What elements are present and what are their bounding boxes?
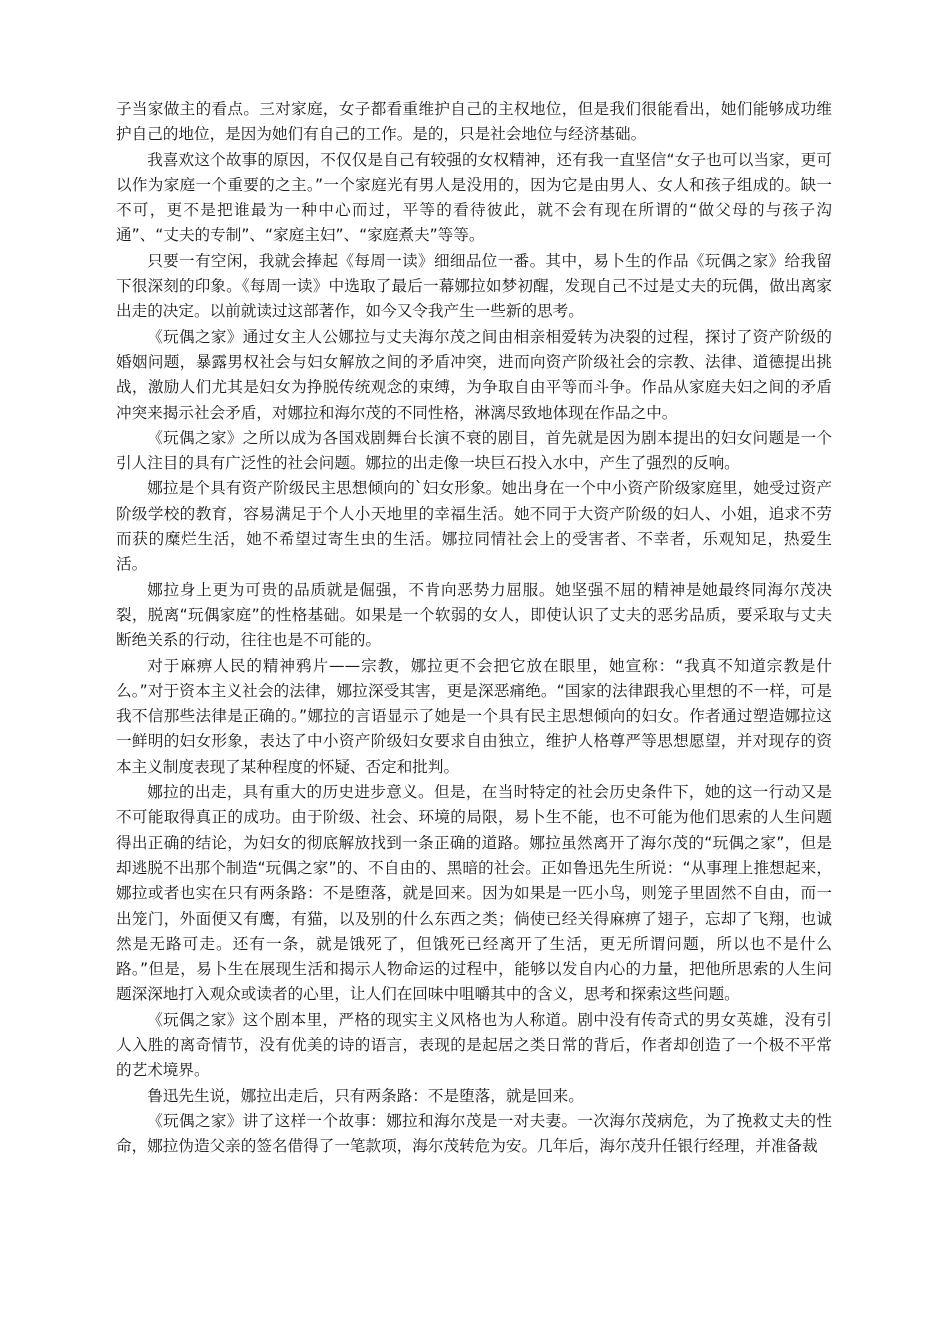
paragraph: 我喜欢这个故事的原因，不仅仅是自己有较强的女权精神，还有我一直坚信“女子也可以当家，更可以作为家庭一个重要的之主。”一个家庭光有男人是没用的，因为它是由男人、女人和孩子组成的。缺一不可，更不是把谁最为一种中心而过，平等的看待彼此，就不会有现在所谓的“做父母的与孩子沟通”、“丈夫的专制”、“家庭主妇”、“家庭煮夫”等等。 [116, 150, 832, 245]
paragraph: 只要一有空闲，我就会捧起《每周一读》细细品位一番。其中，易卜生的作品《玩偶之家》给我留下很深刻的印象。《每周一读》中选取了最后一幕娜拉如梦初醒，发现自己不过是丈夫的玩偶，做出离家出走的决定。以前就读过这部著作，如今又令我产生一些新的思考。 [116, 251, 832, 321]
paragraph: 鲁迅先生说，娜拉出走后，只有两条路：不是堕落，就是回来。 [147, 1086, 584, 1105]
paragraph: 《玩偶之家》这个剧本里，严格的现实主义风格也为人称道。剧中没有传奇式的男女英雄，没有引人入胜的离奇情节，没有优美的诗的语言，表现的是起居之类日常的背后，作者却创造了一个极不平常的艺术境界。 [116, 1010, 832, 1080]
paragraph: 《玩偶之家》讲了这样一个故事：娜拉和海尔茂是一对夫妻。一次海尔茂病危，为了挽救丈夫的性命，娜拉伪造父亲的签名借得了一笔款项，海尔茂转危为安。几年后，海尔茂升任银行经理，并准备裁 [116, 1111, 832, 1156]
paragraph: 《玩偶之家》通过女主人公娜拉与丈夫海尔茂之间由相亲相爱转为决裂的过程，探讨了资产阶级的婚姻问题，暴露男权社会与妇女解放之间的矛盾冲突，进而向资产阶级社会的宗教、法律、道德提出挑战，激励人们尤其是妇女为挣脱传统观念的束缚，为争取自由平等而斗争。作品从家庭夫妇之间的矛盾冲突来揭示社会矛盾，对娜拉和海尔茂的不同性格，淋漓尽致地体现在作品之中。 [116, 327, 832, 422]
paragraph-continued: 子当家做主的看点。三对家庭，女子都看重维护自己的主权地位，但是我们很能看出，她们能够成功维护自己的地位，是因为她们有自己的工作。是的，只是社会地位与经济基础。 [116, 100, 832, 144]
paragraph: 《玩偶之家》之所以成为各国戏剧舞台长演不衰的剧目，首先就是因为剧本提出的妇女问题是一个引人注目的具有广泛性的社会问题。娜拉的出走像一块巨石投入水中，产生了强烈的反响。 [116, 428, 832, 473]
paragraph: 对于麻痹人民的精神鸦片——宗教，娜拉更不会把它放在眼里，她宣称：“我真不知道宗教是什么。”对于资本主义社会的法律，娜拉深受其害，更是深恶痛绝。“国家的法律跟我心里想的不一样，可是我不信那些法律是正确的。”娜拉的言语显示了她是一个具有民主思想倾向的妇女。作者通过塑造娜拉这一鲜明的妇女形象，表达了中小资产阶级妇女要求自由独立，维护人格尊严等思想愿望，并对现存的资本主义制度表现了某种程度的怀疑、否定和批判。 [116, 656, 832, 776]
document-body [116, 97, 832, 1159]
paragraph: 娜拉身上更为可贵的品质就是倔强，不肯向恶势力屈服。她坚强不屈的精神是她最终同海尔茂决裂，脱离“玩偶家庭”的性格基础。如果是一个软弱的女人，即使认识了丈夫的恶劣品质，要采取与丈夫断绝关系的行动，往往也是不可能的。 [116, 580, 832, 650]
paragraph: 娜拉是个具有资产阶级民主思想倾向的`妇女形象。她出身在一个中小资产阶级家庭里，她受过资产阶级学校的教育，容易满足于个人小天地里的幸福生活。她不同于大资产阶级的妇人、小姐，追求不劳而获的糜烂生活，她不希望过寄生虫的生活。娜拉同情社会上的受害者、不幸者，乐观知足，热爱生活。 [116, 479, 832, 574]
paragraph: 娜拉的出走，具有重大的历史进步意义。但是，在当时特定的社会历史条件下，她的这一行动又是不可能取得真正的成功。由于阶级、社会、环境的局限，易卜生不能，也不可能为他们思索的人生问题得出正确的结论，为妇女的彻底解放找到一条正确的道路。娜拉虽然离开了海尔茂的“玩偶之家”，但是却逃脱不出那个制造“玩偶之家”的、不自由的、黑暗的社会。正如鲁迅先生所说：“从事理上推想起来，娜拉或者也实在只有两条路：不是堕落，就是回来。因为如果是一匹小鸟，则笼子里固然不自由，而一出笼门，外面便又有鹰，有猫，以及别的什么东西之类；倘使已经关得麻痹了翅子，忘却了飞翔，也诚然是无路可走。还有一条，就是饿死了，但饿死已经离开了生活，更无所谓问题，所以也不是什么路。”但是，易卜生在展现生活和揭示人物命运的过程中，能够以发自内心的力量，把他所思索的人生问题深深地打入观众或读者的心里，让人们在回味中咀嚼其中的含义，思考和探索这些问题。 [116, 783, 832, 1004]
